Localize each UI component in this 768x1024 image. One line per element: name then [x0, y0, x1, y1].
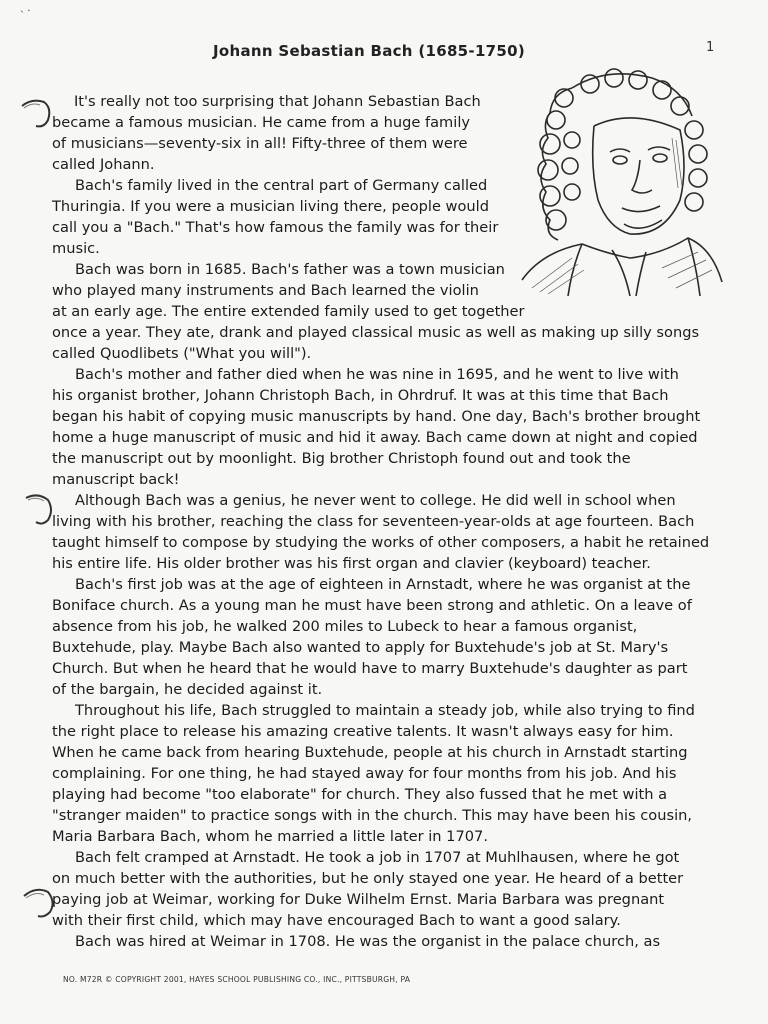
- text-line: Bach was hired at Weimar in 1708. He was the organist in the palace church, as: [75, 933, 661, 950]
- page-title: Johann Sebastian Bach (1685-1750): [213, 42, 526, 60]
- text-line: Bach felt cramped at Arnstadt. He took a job in 1707 at Muhlhausen, where he got: [75, 849, 680, 866]
- text-line: absence from his job, he walked 200 miles to Lubeck to hear a famous organist,: [52, 618, 638, 635]
- text-line: Boniface church. As a young man he must have been strong and athletic. On a leave of: [52, 597, 692, 614]
- text-line: his organist brother, Johann Christoph Bach, in Ohrdruf. It was at this time that Bach: [52, 387, 669, 404]
- text-line: who played many instruments and Bach learned the violin: [52, 282, 479, 299]
- text-line: Bach's first job was at the age of eighteen in Arnstadt, where he was organist at the: [75, 576, 691, 593]
- text-line: called Quodlibets ("What you will").: [52, 345, 312, 362]
- text-line: Buxtehude, play. Maybe Bach also wanted to apply for Buxtehude's job at St. Mary's: [52, 639, 669, 656]
- text-line: began his habit of copying music manuscripts by hand. One day, Bach's brother brought: [52, 408, 701, 425]
- text-line: at an early age. The entire extended family used to get together: [52, 303, 525, 320]
- text-line: Maria Barbara Bach, whom he married a little later in 1707.: [52, 828, 488, 845]
- text-line: Bach's mother and father died when he was nine in 1695, and he went to live with: [75, 366, 679, 383]
- text-line: with their first child, which may have encouraged Bach to want a good salary.: [52, 912, 621, 929]
- text-line: the right place to release his amazing creative talents. It wasn't always easy for him.: [52, 723, 674, 740]
- text-line: When he came back from hearing Buxtehude, people at his church in Arnstadt starting: [52, 744, 688, 761]
- text-line: living with his brother, reaching the class for seventeen-year-olds at age fourteen. Bach: [52, 513, 695, 530]
- scan-mark: ˴ ·: [20, 4, 31, 17]
- text-line: paying job at Weimar, working for Duke Wilhelm Ernst. Maria Barbara was pregnant: [52, 891, 665, 908]
- text-line: "stranger maiden" to practice songs with in the church. This may have been his cousin,: [52, 807, 693, 824]
- text-line: Throughout his life, Bach struggled to maintain a steady job, while also trying to find: [75, 702, 695, 719]
- text-line: manuscript back!: [52, 471, 180, 488]
- text-line: of the bargain, he decided against it.: [52, 681, 323, 698]
- text-line: call you a "Bach." That's how famous the family was for their: [52, 219, 499, 236]
- text-line: It's really not too surprising that Johann Sebastian Bach: [74, 93, 481, 110]
- text-line: Thuringia. If you were a musician living there, people would: [52, 198, 489, 215]
- text-line: music.: [52, 240, 100, 257]
- text-line: of musicians—seventy-six in all! Fifty-three of them were: [52, 135, 468, 152]
- text-line: on much better with the authorities, but he only stayed one year. He heard of a better: [52, 870, 684, 887]
- text-line: called Johann.: [52, 156, 155, 173]
- text-line: Although Bach was a genius, he never went to college. He did well in school when: [75, 492, 676, 509]
- text-line: Church. But when he heard that he would have to marry Buxtehude's daughter as part: [52, 660, 688, 677]
- bach-portrait-icon: [512, 68, 724, 296]
- text-line: taught himself to compose by studying the works of other composers, a habit he retained: [52, 534, 710, 551]
- text-line: Bach's family lived in the central part of Germany called: [75, 177, 488, 194]
- text-line: playing had become "too elaborate" for church. They also fussed that he met with a: [52, 786, 668, 803]
- page-number: 1: [706, 40, 715, 55]
- text-line: his entire life. His older brother was his first organ and clavier (keyboard) teacher.: [52, 555, 651, 572]
- text-line: Bach was born in 1685. Bach's father was a town musician: [75, 261, 505, 278]
- text-line: once a year. They ate, drank and played classical music as well as making up silly songs: [52, 324, 700, 341]
- copyright-footer: NO. M72R © COPYRIGHT 2001, HAYES SCHOOL PUBLISHING CO., INC., PITTSBURGH, PA: [63, 975, 411, 984]
- text-line: complaining. For one thing, he had stayed away for four months from his job. And his: [52, 765, 677, 782]
- text-line: the manuscript out by moonlight. Big brother Christoph found out and took the: [52, 450, 631, 467]
- text-line: home a huge manuscript of music and hid it away. Bach came down at night and copied: [52, 429, 698, 446]
- text-line: became a famous musician. He came from a huge family: [52, 114, 471, 131]
